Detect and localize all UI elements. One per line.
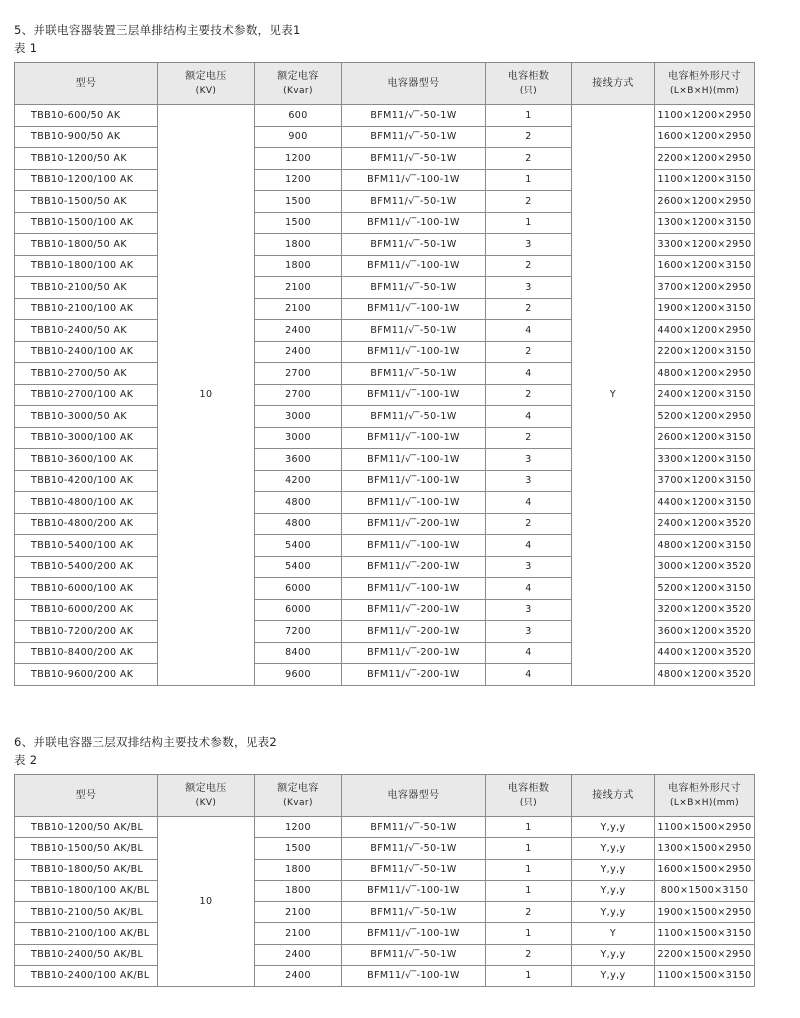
dimensions-cell: 3600×1200×3520 [655, 621, 755, 643]
model-cell: TBB10-2400/50 AK/BL [15, 944, 158, 965]
dimensions-cell: 3300×1200×3150 [655, 449, 755, 471]
dimensions-cell: 1300×1200×3150 [655, 212, 755, 234]
model-cell: TBB10-1200/100 AK [15, 169, 158, 191]
capacitor-model-cell: BFM11/√‾-50-1W [342, 277, 486, 299]
capacitor-model-cell: BFM11/√‾-200-1W [342, 556, 486, 578]
capacity-cell: 1500 [255, 191, 342, 213]
model-cell: TBB10-1200/50 AK/BL [15, 817, 158, 838]
table2-label: 表 2 [14, 753, 38, 767]
table-row [15, 880, 755, 901]
capacitor-model-cell: BFM11/√‾-50-1W [342, 944, 486, 965]
capacitor-model-cell: BFM11/√‾-50-1W [342, 406, 486, 428]
capacitor-model-cell: BFM11/√‾-50-1W [342, 859, 486, 880]
model-cell: TBB10-2100/50 AK/BL [15, 902, 158, 923]
dimensions-cell: 5200×1200×3150 [655, 578, 755, 600]
dimensions-cell: 2400×1200×3520 [655, 513, 755, 535]
capacitor-model-cell: BFM11/√‾-200-1W [342, 513, 486, 535]
dimensions-cell: 1900×1500×2950 [655, 902, 755, 923]
capacity-cell: 1800 [255, 255, 342, 277]
dimensions-cell: 5200×1200×2950 [655, 406, 755, 428]
cabinet-count-cell: 2 [486, 148, 572, 170]
wiring-cell: Y,y,y [572, 838, 655, 859]
model-cell: TBB10-2700/100 AK [15, 384, 158, 406]
model-cell: TBB10-6000/200 AK [15, 599, 158, 621]
capacity-cell: 7200 [255, 621, 342, 643]
dimensions-cell: 1300×1500×2950 [655, 838, 755, 859]
capacity-cell: 2700 [255, 363, 342, 385]
table2-header-row [15, 775, 755, 817]
header-voltage: 额定电压 (KV) [158, 63, 255, 105]
capacitor-model-cell: BFM11/√‾-50-1W [342, 817, 486, 838]
model-cell: TBB10-3000/50 AK [15, 406, 158, 428]
capacity-cell: 3600 [255, 449, 342, 471]
capacitor-model-cell: BFM11/√‾-100-1W [342, 535, 486, 557]
cabinet-count-cell: 2 [486, 255, 572, 277]
capacitor-model-cell: BFM11/√‾-100-1W [342, 923, 486, 944]
model-cell: TBB10-3000/100 AK [15, 427, 158, 449]
model-cell: TBB10-4800/200 AK [15, 513, 158, 535]
cabinet-count-cell: 4 [486, 535, 572, 557]
cabinet-count-cell: 3 [486, 470, 572, 492]
table-row [15, 105, 755, 127]
capacity-cell: 2100 [255, 277, 342, 299]
capacitor-model-cell: BFM11/√‾-100-1W [342, 880, 486, 901]
table-row [15, 838, 755, 859]
dimensions-cell: 800×1500×3150 [655, 880, 755, 901]
dimensions-cell: 1100×1500×3150 [655, 965, 755, 986]
capacity-cell: 1800 [255, 859, 342, 880]
voltage-cell: 10 [158, 817, 255, 987]
model-cell: TBB10-7200/200 AK [15, 621, 158, 643]
dimensions-cell: 2200×1200×2950 [655, 148, 755, 170]
dimensions-cell: 4400×1200×2950 [655, 320, 755, 342]
model-cell: TBB10-1500/50 AK/BL [15, 838, 158, 859]
dimensions-cell: 4800×1200×3520 [655, 664, 755, 686]
capacitor-model-cell: BFM11/√‾-100-1W [342, 578, 486, 600]
capacity-cell: 600 [255, 105, 342, 127]
model-cell: TBB10-900/50 AK [15, 126, 158, 148]
model-cell: TBB10-1500/50 AK [15, 191, 158, 213]
model-cell: TBB10-1800/50 AK [15, 234, 158, 256]
model-cell: TBB10-4200/100 AK [15, 470, 158, 492]
table2 [14, 774, 755, 987]
dimensions-cell: 2200×1200×3150 [655, 341, 755, 363]
capacitor-model-cell: BFM11/√‾-50-1W [342, 148, 486, 170]
cabinet-count-cell: 4 [486, 406, 572, 428]
capacitor-model-cell: BFM11/√‾-100-1W [342, 449, 486, 471]
cabinet-count-cell: 1 [486, 817, 572, 838]
model-cell: TBB10-1800/100 AK/BL [15, 880, 158, 901]
model-cell: TBB10-2700/50 AK [15, 363, 158, 385]
dimensions-cell: 3000×1200×3520 [655, 556, 755, 578]
cabinet-count-cell: 1 [486, 105, 572, 127]
table-row [15, 902, 755, 923]
model-cell: TBB10-1800/50 AK/BL [15, 859, 158, 880]
model-cell: TBB10-9600/200 AK [15, 664, 158, 686]
wiring-cell: Y,y,y [572, 859, 655, 880]
header-cabinet-count: 电容柜数 (只) [486, 63, 572, 105]
capacitor-model-cell: BFM11/√‾-50-1W [342, 363, 486, 385]
capacity-cell: 1500 [255, 212, 342, 234]
cabinet-count-cell: 2 [486, 427, 572, 449]
header-capacitor-model: 电容器型号 [342, 63, 486, 105]
capacitor-model-cell: BFM11/√‾-100-1W [342, 965, 486, 986]
capacity-cell: 2100 [255, 902, 342, 923]
model-cell: TBB10-2100/50 AK [15, 277, 158, 299]
capacity-cell: 3000 [255, 406, 342, 428]
capacitor-model-cell: BFM11/√‾-100-1W [342, 427, 486, 449]
section2-heading: 6、并联电容器三层双排结构主要技术参数，见表2 [14, 735, 278, 749]
capacitor-model-cell: BFM11/√‾-100-1W [342, 169, 486, 191]
capacity-cell: 900 [255, 126, 342, 148]
dimensions-cell: 3700×1200×2950 [655, 277, 755, 299]
dimensions-cell: 3200×1200×3520 [655, 599, 755, 621]
cabinet-count-cell: 2 [486, 298, 572, 320]
header-capacitor-model: 电容器型号 [342, 775, 486, 817]
table1 [14, 62, 755, 686]
dimensions-cell: 3300×1200×2950 [655, 234, 755, 256]
capacitor-model-cell: BFM11/√‾-200-1W [342, 621, 486, 643]
cabinet-count-cell: 1 [486, 923, 572, 944]
cabinet-count-cell: 2 [486, 191, 572, 213]
header-cabinet-count: 电容柜数 (只) [486, 775, 572, 817]
capacitor-model-cell: BFM11/√‾-50-1W [342, 838, 486, 859]
model-cell: TBB10-1200/50 AK [15, 148, 158, 170]
dimensions-cell: 2600×1200×3150 [655, 427, 755, 449]
capacity-cell: 4200 [255, 470, 342, 492]
capacitor-model-cell: BFM11/√‾-50-1W [342, 105, 486, 127]
capacity-cell: 3000 [255, 427, 342, 449]
capacity-cell: 2400 [255, 944, 342, 965]
cabinet-count-cell: 1 [486, 838, 572, 859]
capacitor-model-cell: BFM11/√‾-50-1W [342, 320, 486, 342]
table-row [15, 923, 755, 944]
dimensions-cell: 2400×1200×3150 [655, 384, 755, 406]
capacity-cell: 2700 [255, 384, 342, 406]
capacitor-model-cell: BFM11/√‾-200-1W [342, 642, 486, 664]
table-row [15, 859, 755, 880]
header-dimensions: 电容柜外形尺寸 (L×B×H)(mm) [655, 775, 755, 817]
cabinet-count-cell: 4 [486, 578, 572, 600]
capacitor-model-cell: BFM11/√‾-50-1W [342, 234, 486, 256]
cabinet-count-cell: 2 [486, 341, 572, 363]
dimensions-cell: 1600×1200×2950 [655, 126, 755, 148]
capacitor-model-cell: BFM11/√‾-50-1W [342, 902, 486, 923]
wiring-cell: Y,y,y [572, 902, 655, 923]
cabinet-count-cell: 4 [486, 664, 572, 686]
capacitor-model-cell: BFM11/√‾-100-1W [342, 470, 486, 492]
cabinet-count-cell: 1 [486, 880, 572, 901]
capacity-cell: 2400 [255, 341, 342, 363]
capacity-cell: 2100 [255, 298, 342, 320]
dimensions-cell: 4800×1200×2950 [655, 363, 755, 385]
header-capacity: 额定电容 (Kvar) [255, 775, 342, 817]
wiring-cell: Y,y,y [572, 880, 655, 901]
cabinet-count-cell: 2 [486, 126, 572, 148]
capacitor-model-cell: BFM11/√‾-100-1W [342, 341, 486, 363]
model-cell: TBB10-6000/100 AK [15, 578, 158, 600]
table1-label: 表 1 [14, 41, 38, 55]
cabinet-count-cell: 3 [486, 621, 572, 643]
cabinet-count-cell: 1 [486, 212, 572, 234]
capacitor-model-cell: BFM11/√‾-100-1W [342, 492, 486, 514]
header-dimensions: 电容柜外形尺寸 (L×B×H)(mm) [655, 63, 755, 105]
model-cell: TBB10-2100/100 AK/BL [15, 923, 158, 944]
table-row [15, 944, 755, 965]
dimensions-cell: 1100×1200×3150 [655, 169, 755, 191]
model-cell: TBB10-1500/100 AK [15, 212, 158, 234]
capacity-cell: 2400 [255, 320, 342, 342]
dimensions-cell: 2200×1500×2950 [655, 944, 755, 965]
wiring-cell: Y [572, 105, 655, 686]
wiring-cell: Y,y,y [572, 944, 655, 965]
capacity-cell: 6000 [255, 599, 342, 621]
capacitor-model-cell: BFM11/√‾-200-1W [342, 599, 486, 621]
cabinet-count-cell: 4 [486, 320, 572, 342]
model-cell: TBB10-3600/100 AK [15, 449, 158, 471]
dimensions-cell: 4800×1200×3150 [655, 535, 755, 557]
cabinet-count-cell: 1 [486, 169, 572, 191]
model-cell: TBB10-2400/100 AK/BL [15, 965, 158, 986]
table-row [15, 965, 755, 986]
capacitor-model-cell: BFM11/√‾-100-1W [342, 255, 486, 277]
dimensions-cell: 1100×1200×2950 [655, 105, 755, 127]
capacitor-model-cell: BFM11/√‾-50-1W [342, 126, 486, 148]
model-cell: TBB10-4800/100 AK [15, 492, 158, 514]
header-model: 型号 [15, 775, 158, 817]
capacity-cell: 8400 [255, 642, 342, 664]
model-cell: TBB10-2100/100 AK [15, 298, 158, 320]
header-wiring: 接线方式 [572, 775, 655, 817]
dimensions-cell: 4400×1200×3150 [655, 492, 755, 514]
dimensions-cell: 4400×1200×3520 [655, 642, 755, 664]
cabinet-count-cell: 3 [486, 449, 572, 471]
capacity-cell: 1200 [255, 817, 342, 838]
capacity-cell: 2400 [255, 965, 342, 986]
wiring-cell: Y,y,y [572, 817, 655, 838]
capacity-cell: 4800 [255, 492, 342, 514]
section1-heading: 5、并联电容器装置三层单排结构主要技术参数，见表1 [14, 23, 301, 37]
cabinet-count-cell: 2 [486, 513, 572, 535]
wiring-cell: Y,y,y [572, 965, 655, 986]
model-cell: TBB10-5400/200 AK [15, 556, 158, 578]
cabinet-count-cell: 3 [486, 234, 572, 256]
dimensions-cell: 1600×1200×3150 [655, 255, 755, 277]
model-cell: TBB10-600/50 AK [15, 105, 158, 127]
capacity-cell: 9600 [255, 664, 342, 686]
capacitor-model-cell: BFM11/√‾-100-1W [342, 212, 486, 234]
cabinet-count-cell: 3 [486, 556, 572, 578]
capacity-cell: 2100 [255, 923, 342, 944]
cabinet-count-cell: 4 [486, 363, 572, 385]
cabinet-count-cell: 1 [486, 859, 572, 880]
capacity-cell: 1500 [255, 838, 342, 859]
dimensions-cell: 2600×1200×2950 [655, 191, 755, 213]
capacitor-model-cell: BFM11/√‾-100-1W [342, 298, 486, 320]
dimensions-cell: 1100×1500×3150 [655, 923, 755, 944]
header-model: 型号 [15, 63, 158, 105]
dimensions-cell: 1900×1200×3150 [655, 298, 755, 320]
cabinet-count-cell: 2 [486, 944, 572, 965]
model-cell: TBB10-8400/200 AK [15, 642, 158, 664]
table1-header-row [15, 63, 755, 105]
dimensions-cell: 1100×1500×2950 [655, 817, 755, 838]
capacitor-model-cell: BFM11/√‾-200-1W [342, 664, 486, 686]
voltage-cell: 10 [158, 105, 255, 686]
model-cell: TBB10-2400/100 AK [15, 341, 158, 363]
header-voltage: 额定电压 (KV) [158, 775, 255, 817]
dimensions-cell: 1600×1500×2950 [655, 859, 755, 880]
capacity-cell: 5400 [255, 535, 342, 557]
wiring-cell: Y [572, 923, 655, 944]
model-cell: TBB10-5400/100 AK [15, 535, 158, 557]
cabinet-count-cell: 2 [486, 902, 572, 923]
capacitor-model-cell: BFM11/√‾-100-1W [342, 384, 486, 406]
capacity-cell: 1800 [255, 880, 342, 901]
capacity-cell: 6000 [255, 578, 342, 600]
capacity-cell: 1200 [255, 169, 342, 191]
header-wiring: 接线方式 [572, 63, 655, 105]
header-capacity: 额定电容 (Kvar) [255, 63, 342, 105]
capacity-cell: 5400 [255, 556, 342, 578]
cabinet-count-cell: 3 [486, 599, 572, 621]
cabinet-count-cell: 3 [486, 277, 572, 299]
cabinet-count-cell: 1 [486, 965, 572, 986]
model-cell: TBB10-1800/100 AK [15, 255, 158, 277]
capacity-cell: 1200 [255, 148, 342, 170]
table-row [15, 817, 755, 838]
capacitor-model-cell: BFM11/√‾-50-1W [342, 191, 486, 213]
capacity-cell: 1800 [255, 234, 342, 256]
dimensions-cell: 3700×1200×3150 [655, 470, 755, 492]
model-cell: TBB10-2400/50 AK [15, 320, 158, 342]
cabinet-count-cell: 2 [486, 384, 572, 406]
capacity-cell: 4800 [255, 513, 342, 535]
cabinet-count-cell: 4 [486, 642, 572, 664]
cabinet-count-cell: 4 [486, 492, 572, 514]
